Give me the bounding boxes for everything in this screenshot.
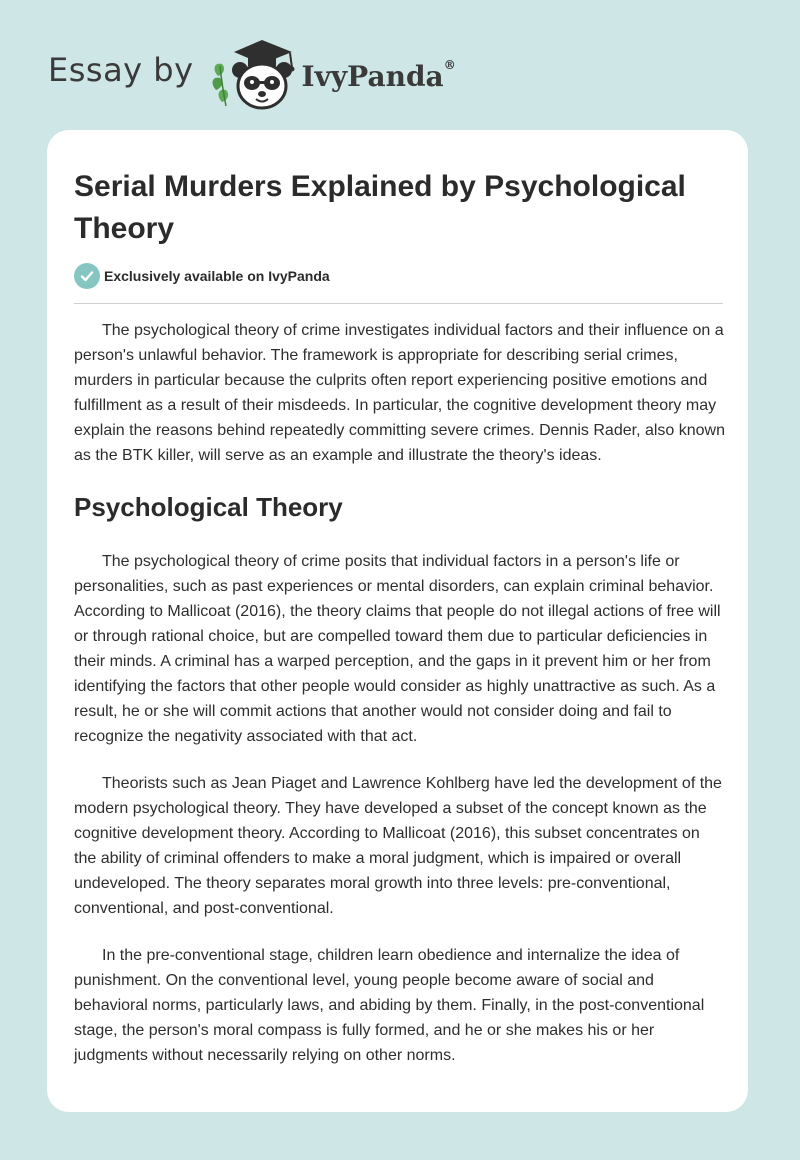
page-title: Serial Murders Explained by Psychological Theory	[74, 170, 686, 245]
divider	[74, 303, 723, 304]
panda-graduate-logo-icon[interactable]	[208, 36, 300, 112]
registered-mark: ®	[443, 58, 456, 73]
exclusive-badge	[74, 263, 330, 289]
body-paragraph: Theorists such as Jean Piaget and Lawrence Kohlberg have led the development of the modern psychological theory. They have developed a subset of the concept known as the cognitive development theory. According to Mallicoat (2016), this subset concentrates on the ability of criminal offenders to make a moral judgment, which is impaired or overall undeveloped. The theory separates moral growth into three levels: pre-conventional, conventional, and post-conventional.	[74, 775, 722, 917]
site-header	[48, 34, 456, 114]
essay-card	[47, 130, 748, 1112]
section-heading: Psychological Theory	[74, 492, 343, 522]
body-paragraph: The psychological theory of crime posits that individual factors in a person's life or personalities, such as past experiences or mental disorders, can explain criminal behavior. According to Mallicoat (2016), the theory claims that people do not illegal actions of free will or through rational choice, but are compelled toward them due to particular deficiencies in their minds. A criminal has a warped perception, and the gaps in it prevent him or her from identifying the factors that other people would consider as highly unattractive as such. As a result, he or she will commit actions that another would not consider doing and fail to recognize the negativity associated with that act.	[74, 553, 721, 745]
exclusive-badge-label: Exclusively available on IvyPanda	[104, 268, 330, 284]
check-circle-icon	[74, 263, 100, 289]
essay-body	[74, 318, 726, 1090]
intro-paragraph: The psychological theory of crime investigates individual factors and their influence on a person's unlawful behavior. The framework is appropriate for describing serial crimes, murders in particular because the culprits often report experiencing positive emotions and fulfillment as a result of their misdeeds. In particular, the cognitive development theory may explain the reasons behind repeatedly committing severe crimes. Dennis Rader, also known as the BTK killer, will serve as an example and illustrate the theory's ideas.	[74, 322, 726, 464]
essay-by-label: Essay by	[48, 51, 194, 89]
body-paragraph: In the pre-conventional stage, children learn obedience and internalize the idea of punishment. On the conventional level, young people become aware of social and behavioral norms, particularly laws, and abiding by them. Finally, in the post-conventional stage, the person's moral compass is fully formed, and he or she makes his or her judgments without necessarily relying on other norms.	[74, 947, 705, 1064]
brand-name[interactable]: IvyPanda®	[301, 58, 456, 93]
